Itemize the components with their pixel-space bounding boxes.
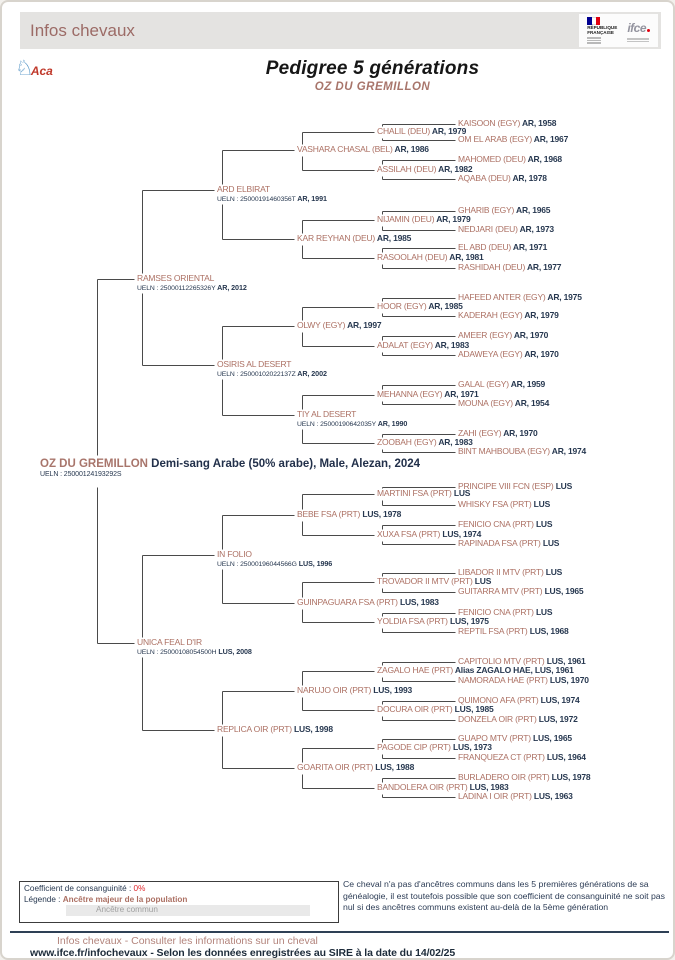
ueln-value: UELN : 25000102022137Z [217, 370, 296, 378]
horse-name: RASOOLAH (DEU) [377, 252, 448, 262]
horse-detail: AR, 1979 [430, 126, 467, 136]
gov-logo-text-1: RÉPUBLIQUE [587, 25, 618, 31]
pedigree-node-rapinada [458, 539, 559, 549]
horse-name: BINT MAHBOUBA (EGY) [458, 446, 550, 456]
horse-detail: LUS, 1978 [360, 509, 402, 519]
horse-name-line [458, 206, 550, 216]
horse-name: ZAGALO HAE (PRT) [377, 665, 453, 675]
horse-detail: AR, 1958 [520, 118, 557, 128]
pedigree-node-bebe [297, 510, 401, 520]
pedigree-node-fenicio1 [458, 520, 552, 530]
horse-name-line [458, 753, 586, 763]
horse-detail: LUS, 1965 [542, 586, 584, 596]
horse-detail: AR, 1983 [436, 437, 473, 447]
major-ancestor-label: Ancêtre majeur de la population [62, 894, 188, 904]
horse-detail: LUS, 1983 [397, 597, 439, 607]
horse-name: HOOR (EGY) [377, 301, 427, 311]
horse-name: ARD ELBIRAT [217, 184, 270, 194]
aca-logo-text: Aca [30, 64, 53, 78]
horse-name-line [458, 263, 561, 273]
horse-detail: AR, 1983 [432, 340, 470, 350]
horse-detail: Alias ZAGALO HAE, LUS, 1961 [453, 665, 574, 675]
ueln-value: UELN : 25000112265326Y [137, 284, 216, 292]
common-ancestor-row [24, 905, 334, 916]
horse-name-line [458, 587, 583, 597]
pedigree-node-kaisoon [458, 119, 556, 129]
horse-detail: LUS [451, 488, 471, 498]
horse-detail: AR, 1967 [531, 134, 569, 144]
horse-name: NEDJARI (DEU) [458, 224, 518, 234]
pedigree-node-olwy [297, 321, 381, 331]
horse-detail: AR, 1991 [295, 193, 327, 203]
pedigree-node-namorada [458, 676, 589, 686]
horse-name: GOARITA OIR (PRT) [297, 762, 374, 772]
horse-name: ADALAT (EGY) [377, 340, 433, 350]
horse-name: UNICA FEAL D'IR [137, 637, 202, 647]
horse-name: MAHOMED (DEU) [458, 154, 526, 164]
horse-name: NIJAMIN (DEU) [377, 214, 435, 224]
horse-name-line [297, 763, 414, 773]
pedigree-node-narujo [297, 686, 412, 696]
horse-name-line [297, 145, 429, 155]
horse-name: OLWY (EGY) [297, 320, 346, 330]
pedigree-node-chalil [377, 127, 466, 137]
horse-detail: AR, 1970 [522, 349, 559, 359]
pedigree-node-guinpaguara [297, 598, 439, 608]
horse-name: PAGODE CIP (PRT) [377, 742, 451, 752]
horse-detail: LUS [472, 576, 492, 586]
horse-name-line [297, 598, 439, 608]
horse-name-line [458, 520, 552, 530]
subject-name-title: OZ DU GREMILLON [314, 81, 431, 93]
horse-name: MEHANNA (EGY) [377, 389, 443, 399]
horse-name-line [458, 500, 550, 510]
horse-name: ASSILAH (DEU) [377, 164, 437, 174]
pedigree-tree [2, 2, 675, 960]
horse-name: OZ DU GREMILLON [40, 458, 148, 470]
pedigree-node-nedjari [458, 225, 554, 235]
horse-name-line [377, 215, 471, 225]
horse-name-line [458, 676, 589, 686]
horse-detail: Demi-sang Arabe (50% arabe), Male, Alezan, 2024 [147, 458, 421, 470]
horse-name: EL ABD (DEU) [458, 242, 512, 252]
pedigree-node-whisky [458, 500, 550, 510]
horse-name-line [297, 686, 412, 696]
horse-detail: AR, 1979 [434, 214, 471, 224]
pedigree-node-ard [217, 185, 327, 204]
pedigree-node-martini [377, 489, 470, 499]
horse-detail: LUS, 1974 [538, 695, 580, 705]
pedigree-node-mouna [458, 399, 549, 409]
horse-name: HAFEED ANTER (EGY) [458, 292, 546, 302]
horse-name: TROVADOR II MTV (PRT) [377, 576, 473, 586]
horse-name-line [458, 773, 590, 783]
horse-detail: LUS, 1972 [536, 714, 578, 724]
horse-name: ZAHI (EGY) [458, 428, 502, 438]
ueln-value: UELN : 25000108054500H [137, 648, 217, 656]
pedigree-node-libador [458, 568, 562, 578]
horse-name-line [297, 321, 381, 331]
horse-name: ZOOBAH (EGY) [377, 437, 437, 447]
coefficient-label: Coefficient de consanguinité : [24, 884, 134, 893]
horse-name: AMEER (EGY) [458, 330, 513, 340]
horse-name-line [458, 608, 552, 618]
horse-detail: LUS [531, 499, 551, 509]
pedigree-node-unica [137, 638, 252, 657]
horse-name-line [458, 657, 586, 667]
ueln-value: UELN : 25000124193292S [40, 471, 122, 478]
horse-name-line [458, 568, 562, 578]
horse-detail: LUS, 1996 [296, 558, 333, 568]
horse-detail: LUS, 1983 [467, 782, 509, 792]
horse-name: OSIRIS AL DESERT [217, 359, 292, 369]
pedigree-node-capitolio [458, 657, 586, 667]
horse-detail: LUS, 1961 [544, 656, 586, 666]
horse-name: GHARIB (EGY) [458, 205, 515, 215]
horse-name: GUITARRA MTV (PRT) [458, 586, 543, 596]
horse-detail: AR, 1975 [545, 292, 582, 302]
horse-name: ADAWEYA (EGY) [458, 349, 523, 359]
horse-detail: AR, 1973 [517, 224, 554, 234]
horse-detail: AR, 1982 [436, 164, 473, 174]
horse-detail: LUS [533, 607, 553, 617]
horse-name: BANDOLERA OIR (PRT) [377, 782, 468, 792]
legend-row [24, 895, 334, 906]
horse-name: RAPINADA FSA (PRT) [458, 538, 541, 548]
pedigree-node-bintmahbouba [458, 447, 586, 457]
horse-name: YOLDIA FSA (PRT) [377, 616, 448, 626]
horse-name: TIY AL DESERT [297, 409, 357, 419]
horse-name-line [458, 135, 568, 145]
horse-name-line [458, 715, 578, 725]
horse-detail: LUS [533, 519, 553, 529]
legend-label: Légende : [24, 894, 63, 904]
horse-detail: AR, 1970 [512, 330, 549, 340]
horse-detail: LUS, 1998 [291, 724, 333, 734]
horse-detail: LUS, 1965 [530, 733, 572, 743]
horse-name-line [217, 725, 333, 735]
horse-detail: LUS, 1963 [531, 791, 573, 801]
horse-ueln-line [217, 560, 332, 570]
horse-name-line [458, 331, 548, 341]
horse-name: LIBADOR II MTV (PRT) [458, 567, 544, 577]
common-ancestor-label: Ancêtre commun [66, 905, 310, 916]
horse-name: FENICIO CNA (PRT) [458, 607, 534, 617]
horse-name: NARUJO OIR (PRT) [297, 685, 372, 695]
horse-name: DONZELA OIR (PRT) [458, 714, 537, 724]
pedigree-node-goarita [297, 763, 414, 773]
pedigree-node-galal [458, 380, 545, 390]
horse-name-line [297, 510, 401, 520]
horse-name: DOCURA OIR (PRT) [377, 704, 453, 714]
coefficient-value: 0% [133, 884, 146, 893]
horse-name-line [377, 489, 470, 499]
horse-name: PRINCIPE VIII FCN (ESP) [458, 481, 554, 491]
horse-name: AQABA (DEU) [458, 173, 511, 183]
pedigree-node-replica [217, 725, 333, 735]
horse-name: GALAL (EGY) [458, 379, 509, 389]
pedigree-node-franqueza [458, 753, 586, 763]
pedigree-node-gharib [458, 206, 550, 216]
horse-name-line [458, 311, 559, 321]
pedigree-node-ameer [458, 331, 548, 341]
horse-detail: AR, 1971 [511, 242, 548, 252]
horse-ueln-line [40, 471, 420, 480]
pedigree-node-quimono [458, 696, 580, 706]
horse-name-line [458, 627, 569, 637]
pedigree-node-adalat [377, 341, 469, 351]
horse-detail: AR, 1990 [376, 418, 408, 428]
pedigree-node-nijamin [377, 215, 471, 225]
horse-name: OM EL ARAB (EGY) [458, 134, 532, 144]
horse-detail: LUS, 1973 [450, 742, 492, 752]
horse-name-line [458, 174, 547, 184]
consanguinity-note: Ce cheval n'a pas d'ancêtres communs dans les 5 premières générations de sa généalogie, il est toutefois possible que son coefficient de consanguinité ne soit pas nul si des ancêtres communs existent au-delà de la 5ème génération [343, 879, 665, 913]
horse-name-line [458, 293, 582, 303]
horse-ueln-line [137, 648, 252, 658]
pedigree-node-mahomed [458, 155, 562, 165]
page-title: Pedigree 5 générations [265, 58, 480, 79]
pedigree-node-guapo [458, 734, 572, 744]
horse-name-line [458, 696, 580, 706]
horse-name-line [377, 127, 466, 137]
horse-name: MARTINI FSA (PRT) [377, 488, 452, 498]
horse-detail: LUS [553, 481, 573, 491]
horse-name: MOUNA (EGY) [458, 398, 513, 408]
horse-detail: AR, 1959 [508, 379, 546, 389]
horse-name: KAR REYHAN (DEU) [297, 233, 376, 243]
horse-name-line [297, 234, 411, 244]
horse-name: KADERAH (EGY) [458, 310, 523, 320]
horse-name: BEBE FSA (PRT) [297, 509, 361, 519]
horse-detail: LUS, 1970 [547, 675, 589, 685]
pedigree-node-hoor [377, 302, 463, 312]
ueln-value: UELN : 25000190642035Y [297, 420, 377, 428]
horse-name-line [458, 243, 547, 253]
horse-detail: AR, 1986 [392, 144, 429, 154]
horse-ueln-line [217, 195, 327, 205]
pedigree-node-guitarra [458, 587, 583, 597]
horse-detail: AR, 1979 [522, 310, 559, 320]
horse-name: BURLADERO OIR (PRT) [458, 772, 550, 782]
pedigree-node-elabd [458, 243, 547, 253]
horse-detail: LUS, 1985 [452, 704, 494, 714]
horse-ueln-line [297, 420, 407, 430]
horse-name: GUAPO MTV (PRT) [458, 733, 531, 743]
horse-detail: AR, 1965 [514, 205, 551, 215]
horse-name-line [458, 155, 562, 165]
horse-name-line [458, 225, 554, 235]
pedigree-node-vashara [297, 145, 429, 155]
legend-box [19, 881, 339, 923]
horse-name: LADINA I OIR (PRT) [458, 791, 532, 801]
horse-name: IN FOLIO [217, 549, 252, 559]
footer-service-line: Infos chevaux - Consulter les informations sur un cheval [57, 935, 318, 947]
pedigree-node-ladina [458, 792, 573, 802]
pedigree-node-donzela [458, 715, 578, 725]
horse-ueln-line [137, 284, 247, 294]
horse-name: CHALIL (DEU) [377, 126, 431, 136]
horse-name-line [458, 380, 545, 390]
horse-name-line [458, 399, 549, 409]
horse-name: WHISKY FSA (PRT) [458, 499, 532, 509]
horse-detail: LUS, 1968 [527, 626, 569, 636]
horse-detail: LUS, 1975 [447, 616, 489, 626]
pedigree-node-oz [40, 457, 420, 480]
horse-detail: AR, 1978 [510, 173, 547, 183]
pedigree-node-hafeed [458, 293, 582, 303]
pedigree-node-ramses [137, 274, 247, 293]
pedigree-node-adaweya [458, 350, 559, 360]
horse-detail: LUS, 2008 [216, 646, 252, 656]
ueln-value: UELN : 25000196044566G [217, 560, 297, 568]
horse-detail: LUS [543, 567, 563, 577]
pedigree-node-karreyhan [297, 234, 411, 244]
horse-name: FRANQUEZA CT (PRT) [458, 752, 545, 762]
horse-name-line [458, 119, 556, 129]
horse-detail: LUS, 1993 [371, 685, 413, 695]
ifce-logo-text: ifce [627, 21, 646, 35]
horse-name: RASHIDAH (DEU) [458, 262, 526, 272]
horse-name-line [458, 350, 559, 360]
pedigree-node-kaderah [458, 311, 559, 321]
pedigree-node-osiris [217, 360, 327, 379]
horse-name: XUXA FSA (PRT) [377, 529, 441, 539]
footer-divider [10, 931, 669, 933]
horse-name-line [458, 734, 572, 744]
horse-name: RAMSES ORIENTAL [137, 273, 215, 283]
horse-name-line [40, 457, 420, 471]
horse-name: FENICIO CNA (PRT) [458, 519, 534, 529]
pedigree-node-fenicio2 [458, 608, 552, 618]
horse-name-line [377, 302, 463, 312]
horse-detail: AR, 1971 [442, 389, 479, 399]
horse-name-line [458, 429, 538, 439]
horse-name: CAPITOLIO MTV (PRT) [458, 656, 545, 666]
pedigree-node-reptil [458, 627, 569, 637]
horse-ueln-line [217, 370, 327, 380]
pedigree-node-rashidah [458, 263, 561, 273]
horse-detail: LUS, 1988 [373, 762, 415, 772]
horse-name: KAISOON (EGY) [458, 118, 521, 128]
horse-name-line [458, 482, 572, 492]
horse-detail: AR, 1968 [525, 154, 562, 164]
horse-detail: AR, 2012 [215, 282, 247, 292]
pedigree-node-burladero [458, 773, 590, 783]
horse-detail: LUS, 1974 [440, 529, 482, 539]
footer-url-line[interactable]: www.ifce.fr/infochevaux - Selon les données enregistrées au SIRE à la date du 14/02/25 [30, 947, 456, 959]
horse-name: GUINPAGUARA FSA (PRT) [297, 597, 398, 607]
horse-detail: AR, 1977 [525, 262, 562, 272]
horse-detail: AR, 2002 [295, 368, 327, 378]
pedigree-node-omelarab [458, 135, 568, 145]
horse-detail: AR, 1974 [549, 446, 587, 456]
horse-emblem-icon: ♘ [15, 57, 34, 80]
horse-name-line [458, 447, 586, 457]
pedigree-node-infolio [217, 550, 332, 569]
gov-logo-text-2: FRANÇAISE [587, 29, 614, 35]
pedigree-node-tiy [297, 410, 407, 429]
horse-name-line [458, 792, 573, 802]
pedigree-node-principe [458, 482, 572, 492]
pedigree-node-zahi [458, 429, 538, 439]
pedigree-node-aqaba [458, 174, 547, 184]
horse-detail: LUS, 1978 [549, 772, 591, 782]
horse-detail: AR, 1981 [447, 252, 484, 262]
ueln-value: UELN : 25000191460356T [217, 195, 296, 203]
horse-detail: LUS, 1964 [544, 752, 586, 762]
horse-detail: AR, 1985 [426, 301, 463, 311]
horse-detail: AR, 1954 [512, 398, 550, 408]
horse-detail: AR, 1985 [375, 233, 412, 243]
horse-name: NAMORADA HAE (PRT) [458, 675, 548, 685]
horse-name: QUIMONO AFA (PRT) [458, 695, 539, 705]
horse-name: REPTIL FSA (PRT) [458, 626, 528, 636]
horse-name-line [377, 341, 469, 351]
horse-name: VASHARA CHASAL (BEL) [297, 144, 393, 154]
horse-name-line [458, 539, 559, 549]
app-title: Infos chevaux [30, 20, 135, 40]
coefficient-row [24, 884, 334, 895]
horse-detail: AR, 1997 [345, 320, 382, 330]
horse-detail: AR, 1970 [501, 428, 538, 438]
horse-detail: LUS [540, 538, 560, 548]
horse-name: REPLICA OIR (PRT) [217, 724, 292, 734]
